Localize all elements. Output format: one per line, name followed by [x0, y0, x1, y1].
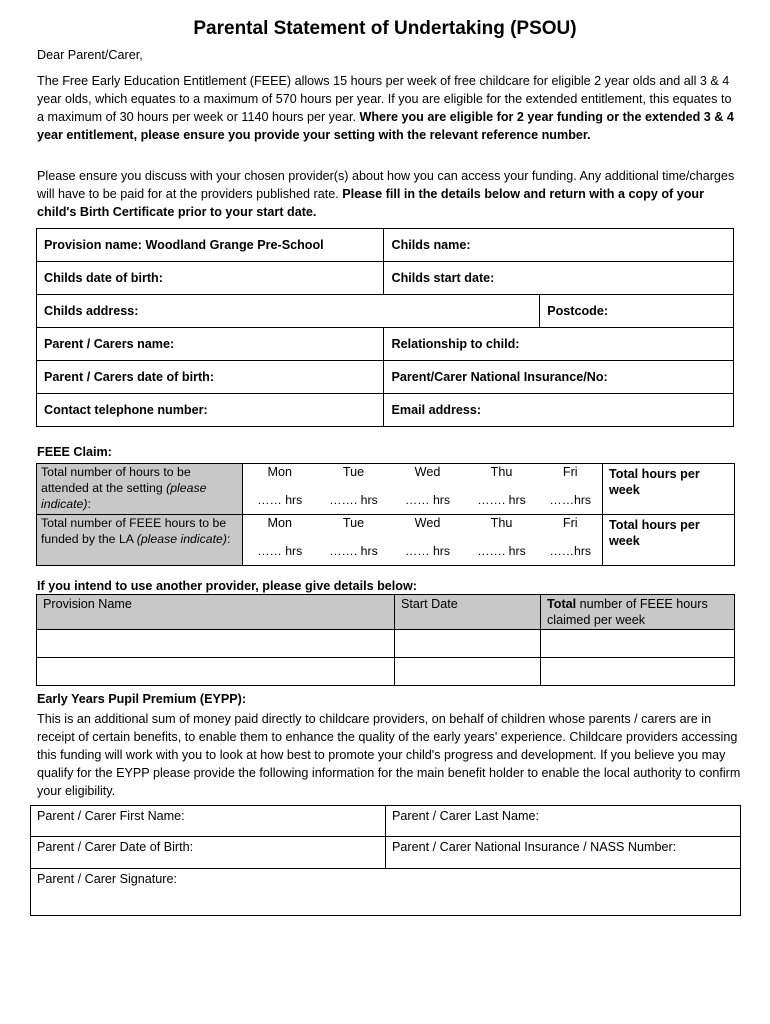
col-total-hours: Total number of FEEE hours claimed per week — [541, 595, 735, 630]
feee-attended-label: Total number of hours to be attended at the setting (please indicate): — [37, 464, 243, 515]
feee-funded-fri[interactable]: Fri ……hrs — [539, 515, 603, 566]
page-title: Parental Statement of Undertaking (PSOU) — [193, 18, 577, 39]
feee-attended-wed[interactable]: Wed …… hrs — [391, 464, 465, 515]
intro-paragraph — [37, 72, 737, 144]
col-start-date: Start Date — [395, 595, 541, 630]
childs-name-field[interactable]: Childs name: — [384, 229, 734, 262]
eypp-first-name-field[interactable]: Parent / Carer First Name: — [31, 806, 386, 837]
start-date-input[interactable] — [395, 658, 541, 686]
feee-funded-total[interactable]: Total hours per week — [603, 515, 735, 566]
feee-funded-label: Total number of FEEE hours to be funded by the LA (please indicate): — [37, 515, 243, 566]
carer-dob-field[interactable]: Parent / Carers date of birth: — [37, 361, 384, 394]
feee-heading: FEEE Claim: — [37, 445, 112, 459]
carer-name-field[interactable]: Parent / Carers name: — [37, 328, 384, 361]
feee-funded-wed[interactable]: Wed …… hrs — [391, 515, 465, 566]
provision-name-input[interactable] — [37, 658, 395, 686]
discuss-paragraph — [37, 167, 737, 221]
total-hours-input[interactable] — [541, 630, 735, 658]
childs-start-date-field[interactable]: Childs start date: — [384, 262, 734, 295]
col-provision-name: Provision Name — [37, 595, 395, 630]
email-field[interactable]: Email address: — [384, 394, 734, 427]
feee-claim-table — [36, 463, 735, 566]
other-provider-header-row — [37, 595, 735, 630]
feee-attended-thu[interactable]: Thu ……. hrs — [465, 464, 539, 515]
feee-row-funded — [37, 515, 735, 566]
childs-address-field[interactable]: Childs address: — [37, 295, 540, 328]
eypp-last-name-field[interactable]: Parent / Carer Last Name: — [386, 806, 741, 837]
feee-attended-fri[interactable]: Fri ……hrs — [539, 464, 603, 515]
start-date-input[interactable] — [395, 630, 541, 658]
intro-bold-text: Where you are eligible for 2 year funding or the extended 3 & 4 year entitlement, please ensure you provide your setting with the relevant reference number. — [37, 110, 734, 142]
discuss-text: Please ensure you discuss with your chosen provider(s) about how you can access your funding. Any additional time/charges will have to be paid for at the providers published rate. — [37, 169, 735, 201]
child-details-form — [36, 228, 734, 427]
intro-text: The Free Early Education Entitlement (FEEE) allows 15 hours per week of free childcare for eligible 2 year olds and all 3 & 4 year olds, which equates to a maximum of 570 hours per year. If you are eligible for the extended entitlement, this equates to a maximum of 30 hours per week or 1140 hours per year. — [37, 74, 732, 124]
eypp-heading: Early Years Pupil Premium (EYPP): — [37, 692, 247, 706]
eypp-table — [30, 805, 741, 916]
feee-attended-tue[interactable]: Tue ……. hrs — [317, 464, 391, 515]
greeting: Dear Parent/Carer, — [37, 48, 143, 62]
feee-attended-mon[interactable]: Mon …… hrs — [243, 464, 317, 515]
feee-funded-mon[interactable]: Mon …… hrs — [243, 515, 317, 566]
eypp-dob-field[interactable]: Parent / Carer Date of Birth: — [31, 837, 386, 869]
feee-funded-thu[interactable]: Thu ……. hrs — [465, 515, 539, 566]
feee-funded-tue[interactable]: Tue ……. hrs — [317, 515, 391, 566]
childs-dob-field[interactable]: Childs date of birth: — [37, 262, 384, 295]
eypp-signature-field[interactable]: Parent / Carer Signature: — [31, 869, 741, 916]
total-hours-input[interactable] — [541, 658, 735, 686]
carer-ni-field[interactable]: Parent/Carer National Insurance/No: — [384, 361, 734, 394]
eypp-ni-field[interactable]: Parent / Carer National Insurance / NASS Number: — [386, 837, 741, 869]
telephone-field[interactable]: Contact telephone number: — [37, 394, 384, 427]
feee-attended-total[interactable]: Total hours per week — [603, 464, 735, 515]
postcode-field[interactable]: Postcode: — [540, 295, 734, 328]
relationship-field[interactable]: Relationship to child: — [384, 328, 734, 361]
provision-name-input[interactable] — [37, 630, 395, 658]
feee-row-attended — [37, 464, 735, 515]
provision-name-field[interactable]: Provision name: Woodland Grange Pre-School — [37, 229, 384, 262]
table-row — [37, 630, 735, 658]
other-provider-table — [36, 594, 735, 686]
eypp-description: This is an additional sum of money paid directly to childcare providers, on behalf of children whose parents / carers are in receipt of certain benefits, to enable them to enhance the quality of the early years' experience. Childcare providers accessing this funding will work with you to look at how best to promote your child's progress and development. If you believe you may qualify for the EYPP please provide the following information for the main benefit holder to enable the local authority to confirm your eligibility. — [37, 712, 741, 798]
discuss-bold-text: Please fill in the details below and return with a copy of your child's Birth Certificate prior to your start date. — [37, 187, 705, 219]
other-provider-heading: If you intend to use another provider, please give details below: — [37, 579, 417, 593]
table-row — [37, 658, 735, 686]
